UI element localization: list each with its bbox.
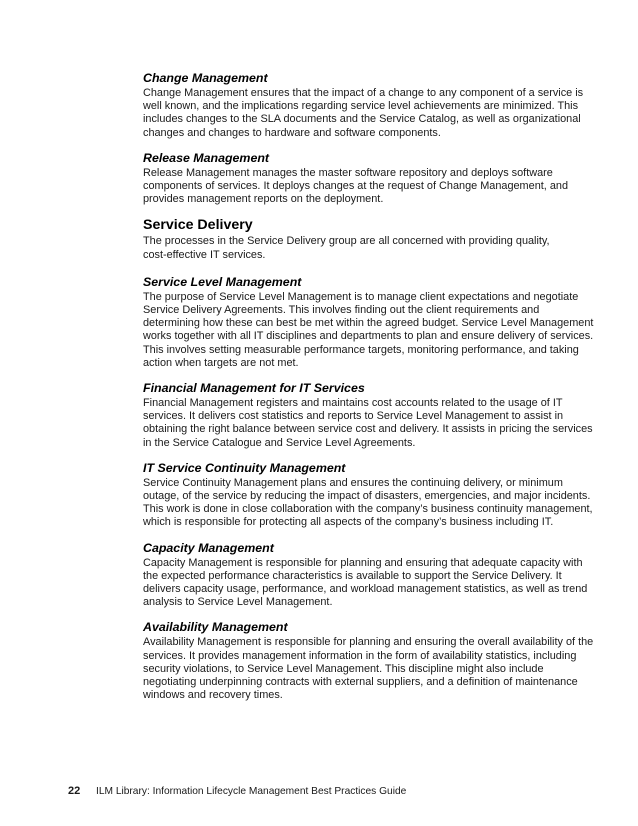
paragraph-line: includes changes to the SLA documents and the Service Catalog, as well as organizational bbox=[143, 113, 581, 126]
section-heading: Service Level Management bbox=[143, 274, 302, 289]
paragraph-line: Capacity Management is responsible for planning and ensuring that adequate capacity with bbox=[143, 556, 583, 569]
paragraph-line: which is responsible for protecting all aspects of the company’s business including IT. bbox=[143, 516, 554, 529]
section-paragraph bbox=[143, 235, 575, 261]
section-heading: Capacity Management bbox=[143, 540, 274, 555]
paragraph-line: Change Management ensures that the impact of a change to any component of a service is bbox=[143, 87, 584, 99]
section-paragraph bbox=[143, 556, 588, 610]
paragraph-line: provides management reports on the deployment. bbox=[143, 193, 384, 206]
paragraph-line: negotiating underpinning contracts with external suppliers, and a definition of maintenance bbox=[143, 676, 578, 689]
section-heading: Availability Management bbox=[143, 620, 288, 635]
section-paragraph bbox=[143, 87, 584, 140]
paragraph-line: Service Delivery Agreements. This involves finding out the client requirements and bbox=[143, 304, 540, 317]
paragraph-line: analysis to Service Level Management. bbox=[143, 596, 333, 609]
major-heading: Service Delivery bbox=[143, 217, 253, 234]
paragraph-line: security violations, to Service Level Management. This discipline might also include bbox=[143, 662, 544, 675]
section-capacity-management bbox=[143, 540, 588, 610]
paragraph-line: outage, of the service by reducing the impact of disasters, emergencies, and major incidents. bbox=[143, 490, 591, 503]
section-it-service-continuity bbox=[143, 460, 593, 530]
paragraph-line: well known, and the implications regarding service level achievements are minimized. This bbox=[143, 100, 579, 113]
book-title: ILM Library: Information Lifecycle Management Best Practices Guide bbox=[96, 786, 407, 797]
paragraph-line: Availability Management is responsible for planning and ensuring the overall availability of the bbox=[143, 636, 594, 649]
paragraph-line: Financial Management registers and maintains cost accounts related to the usage of IT bbox=[143, 397, 563, 410]
section-service-delivery bbox=[143, 216, 575, 261]
paragraph-line: works together with all IT disciplines and departments to plan and ensure delivery of services. bbox=[143, 330, 594, 343]
paragraph-line: The processes in the Service Delivery group are all concerned with providing quality, bbox=[143, 235, 550, 248]
page-footer bbox=[68, 784, 406, 799]
section-paragraph bbox=[143, 636, 594, 702]
paragraph-line: the expected performance characteristics is available to support the Service Delivery. It bbox=[143, 569, 562, 582]
paragraph-line: services. It provides management information in the form of availability statistics, including bbox=[143, 649, 577, 662]
page-content bbox=[143, 70, 594, 713]
paragraph-line: services. It delivers cost statistics and reports to Service Level Management to assist in bbox=[143, 410, 564, 423]
paragraph-line: action when targets are not met. bbox=[143, 356, 299, 369]
section-change-management bbox=[143, 70, 584, 140]
paragraph-line: This involves setting measurable performance targets, monitoring performance, and taking bbox=[143, 343, 579, 356]
section-heading: Financial Management for IT Services bbox=[143, 381, 365, 396]
paragraph-line: in the Service Catalogue and Service Level Agreements. bbox=[143, 436, 416, 449]
paragraph-line: The purpose of Service Level Management is to manage client expectations and negotiate bbox=[143, 290, 579, 303]
section-paragraph bbox=[143, 167, 575, 207]
section-paragraph bbox=[143, 476, 593, 530]
section-heading: Release Management bbox=[143, 150, 270, 165]
section-paragraph bbox=[143, 397, 593, 450]
paragraph-line: Release Management manages the master software repository and deploys software bbox=[143, 166, 553, 179]
paragraph-line: This work is done in close collaboration with the company’s business continuity management, bbox=[143, 503, 593, 516]
paragraph-line: cost-effective IT services. bbox=[143, 248, 266, 261]
section-paragraph bbox=[143, 290, 594, 370]
paragraph-line: Service Continuity Management plans and ensures the continuing delivery, or minimum bbox=[143, 476, 563, 489]
paragraph-line: changes and changes to hardware and software components. bbox=[143, 126, 441, 139]
paragraph-line: determining how these can best be met within the agreed budget. Service Level Management bbox=[143, 317, 594, 330]
section-release-management bbox=[143, 150, 575, 207]
paragraph-line: components of services. It deploys changes at the request of Change Management, and bbox=[143, 180, 568, 193]
paragraph-line: delivers capacity usage, performance, and workload management statistics, as well as trend bbox=[143, 583, 588, 596]
page-number: 22 bbox=[68, 785, 81, 797]
section-service-level-management bbox=[143, 274, 594, 370]
paragraph-line: obtaining the right balance between service cost and delivery. It assists in pricing the services bbox=[143, 423, 593, 436]
section-heading: IT Service Continuity Management bbox=[143, 460, 346, 475]
section-heading: Change Management bbox=[143, 71, 268, 85]
section-financial-management bbox=[143, 380, 593, 450]
paragraph-line: windows and recovery times. bbox=[143, 689, 283, 702]
section-availability-management bbox=[143, 619, 594, 702]
